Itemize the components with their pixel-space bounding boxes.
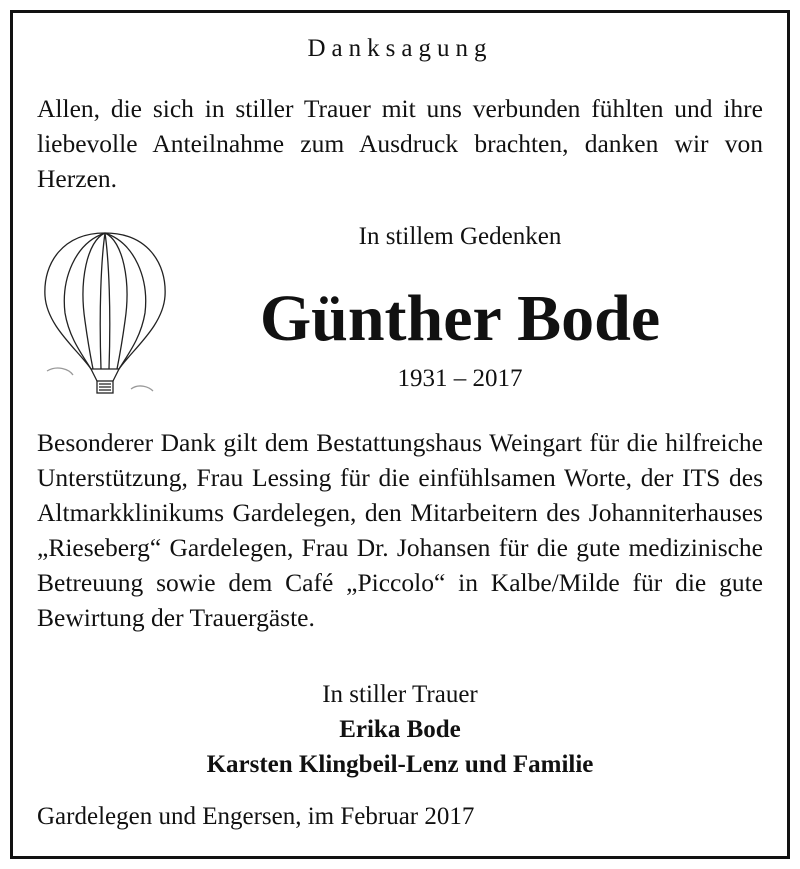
signature-label: In stiller Trauer — [322, 681, 478, 708]
signature-name: Erika Bode — [339, 716, 461, 743]
obituary-notice — [10, 10, 790, 859]
memorial-caption: In stillem Gedenken — [358, 223, 562, 250]
signature-name: Karsten Klingbeil-Lenz und Familie — [206, 751, 594, 778]
deceased-name: Günther Bode — [259, 282, 661, 355]
notice-title: Danksagung — [307, 35, 493, 62]
intro-paragraph: Allen, die sich in stiller Trauer mit uns verbunden fühlten und ihre liebevolle Anteilnahme zum Ausdruck brachten, danken wir von Herzen. — [37, 94, 763, 193]
thanks-paragraph: Besonderer Dank gilt dem Bestattungshaus Weingart für die hilfreiche Unterstützung, Frau Lessing für die einfühlsamen Worte, der ITS des Altmarkklinikums Gardelegen, den Mitarbeitern des Johanniterhauses „Rieseberg“ Gardelegen, Frau Dr. Johansen für die gute medizinische Betreuung sowie dem Café „Piccolo“ in Kalbe/Milde für die gute Bewirtung der Trauergäste. — [37, 428, 763, 632]
place-and-date: Gardelegen und Engersen, im Februar 2017 — [37, 803, 475, 830]
life-dates: 1931 – 2017 — [397, 365, 523, 392]
